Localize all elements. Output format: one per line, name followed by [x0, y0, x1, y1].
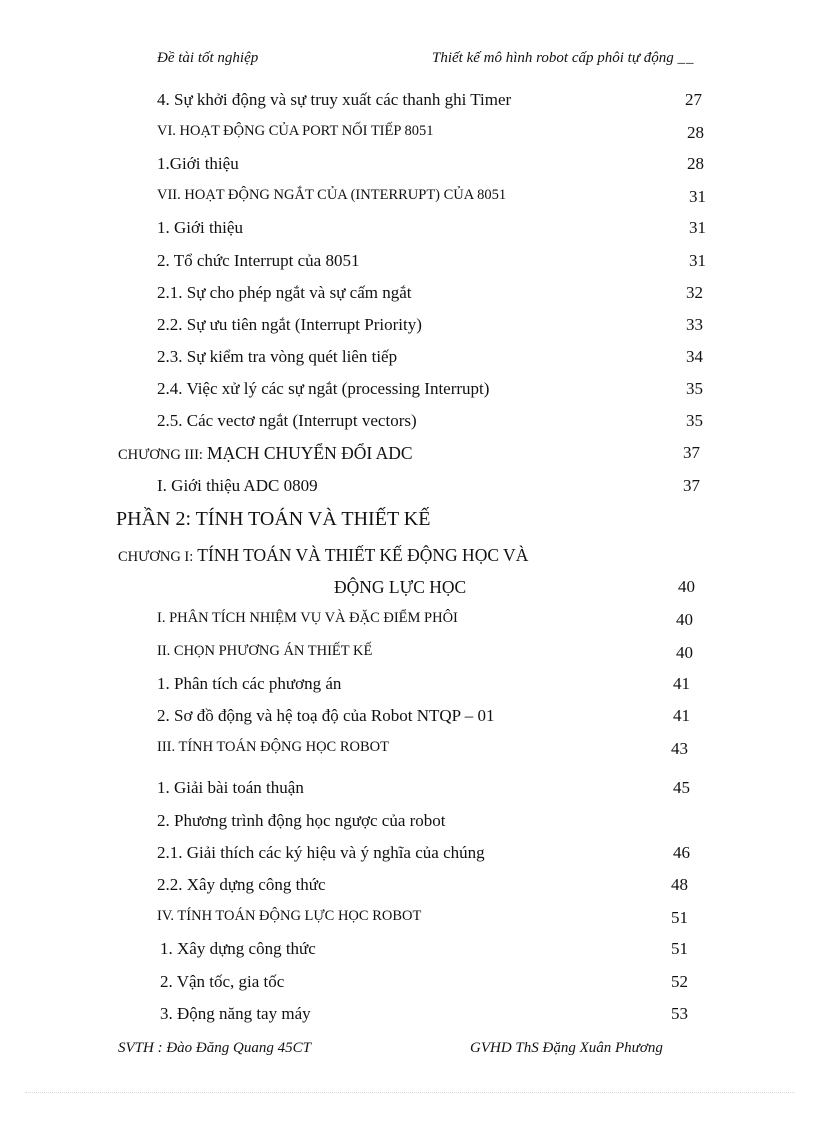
toc-entry-text: 2. Phương trình động học ngược của robot — [157, 811, 446, 830]
toc-chapter-prefix: CHƯƠNG I: — [118, 549, 194, 565]
toc-entry-page: 37 — [683, 443, 700, 462]
toc-entry-text: 2.2. Sự ưu tiên ngắt (Interrupt Priority) — [157, 315, 422, 334]
toc-chapter-title: MẠCH CHUYỂN ĐỔI ADC — [206, 443, 413, 463]
toc-entry-page: 48 — [671, 875, 688, 894]
toc-entry-page: 41 — [673, 674, 690, 693]
toc-entry-page: 35 — [686, 411, 703, 430]
header-right-tail: __ — [677, 50, 695, 66]
toc-entry-page: 53 — [671, 1004, 688, 1023]
toc-part-title: PHẦN 2: TÍNH TOÁN VÀ THIẾT KẾ — [116, 508, 431, 530]
toc-entry-text: 1. Giải bài toán thuận — [157, 778, 304, 797]
toc-entry-page: 27 — [685, 90, 702, 109]
toc-entry-text: 2.1. Sự cho phép ngắt và sự cấm ngắt — [157, 283, 412, 302]
toc-chapter-title: TÍNH TOÁN VÀ THIẾT KẾ ĐỘNG HỌC VÀ — [197, 545, 529, 565]
toc-entry-page: 45 — [673, 778, 690, 797]
toc-entry-text: VII. HOẠT ĐỘNG NGẮT CỦA (INTERRUPT) CỦA 8051 — [157, 187, 507, 203]
toc-entry-text: 2.1. Giải thích các ký hiệu và ý nghĩa của chúng — [157, 843, 485, 862]
toc-entry-page: 31 — [689, 187, 706, 206]
toc-entry-text: II. CHỌN PHƯƠNG ÁN THIẾT KẾ — [157, 643, 373, 659]
toc-entry-page: 51 — [671, 908, 688, 927]
toc-entry-page: 52 — [671, 972, 688, 991]
toc-entry-text: 1.Giới thiệu — [157, 154, 239, 173]
toc-entry-text: 2. Vận tốc, gia tốc — [160, 972, 285, 991]
toc-chapter-text — [118, 545, 528, 566]
toc-entry-page: 40 — [676, 643, 693, 662]
toc-entry-page: 41 — [673, 706, 690, 725]
toc-entry-text: I. PHÂN TÍCH NHIỆM VỤ VÀ ĐẶC ĐIỂM PHÔI — [157, 610, 458, 626]
toc-entry-text: VI. HOẠT ĐỘNG CỦA PORT NỐI TIẾP 8051 — [157, 123, 434, 139]
toc-chapter-prefix: CHƯƠNG III: — [118, 447, 203, 463]
toc-entry-text: 2.3. Sự kiểm tra vòng quét liên tiếp — [157, 347, 398, 366]
toc-entry-page: 32 — [686, 283, 703, 302]
toc-entry-text: III. TÍNH TOÁN ĐỘNG HỌC ROBOT — [157, 739, 389, 755]
toc-entry-page: 31 — [689, 251, 706, 270]
toc-entry-page: 46 — [673, 843, 690, 862]
toc-entry-page: 40 — [676, 610, 693, 629]
toc-entry-page: 43 — [671, 739, 688, 758]
toc-entry-text: 2.5. Các vectơ ngắt (Interrupt vectors) — [157, 411, 417, 430]
toc-entry-page: 28 — [687, 154, 704, 173]
toc-entry-page: 51 — [671, 939, 688, 958]
toc-entry-text: 2.4. Việc xử lý các sự ngắt (processing Interrupt) — [157, 379, 490, 398]
toc-entry-text: 2. Tổ chức Interrupt của 8051 — [157, 251, 360, 270]
toc-entry-text: 1. Xây dựng công thức — [160, 939, 316, 958]
toc-entry-text: 2. Sơ đồ động và hệ toạ độ của Robot NTQP – 01 — [157, 706, 495, 725]
toc-entry-text: 1. Phân tích các phương án — [157, 674, 342, 693]
toc-entry-page: 31 — [689, 218, 706, 237]
header-right — [432, 50, 695, 67]
page-bottom-divider — [25, 1092, 795, 1093]
toc-entry-page: 34 — [686, 347, 703, 366]
toc-entry-text: IV. TÍNH TOÁN ĐỘNG LỰC HỌC ROBOT — [157, 908, 422, 924]
toc-entry-page: 35 — [686, 379, 703, 398]
toc-entry-text: I. Giới thiệu ADC 0809 — [157, 476, 318, 495]
toc-entry-page: 33 — [686, 315, 703, 334]
footer-left: SVTH : Đào Đăng Quang 45CT — [118, 1040, 311, 1056]
toc-entry-page: 40 — [678, 577, 695, 596]
footer-right: GVHD ThS Đặng Xuân Phương — [470, 1040, 663, 1056]
toc-entry-text: 1. Giới thiệu — [157, 218, 243, 237]
toc-chapter-text — [118, 443, 413, 464]
toc-entry-text: 4. Sự khởi động và sự truy xuất các thanh ghi Timer — [157, 90, 512, 109]
toc-entry-text: 2.2. Xây dựng công thức — [157, 875, 326, 894]
header-right-title: Thiết kế mô hình robot cấp phôi tự động — [432, 50, 674, 66]
toc-entry-page: 37 — [683, 476, 700, 495]
toc-entry-text: ĐỘNG LỰC HỌC — [334, 577, 467, 597]
toc-entry-page: 28 — [687, 123, 704, 142]
toc-entry-text: 3. Động năng tay máy — [160, 1004, 311, 1023]
header-left: Đề tài tốt nghiệp — [157, 50, 259, 66]
